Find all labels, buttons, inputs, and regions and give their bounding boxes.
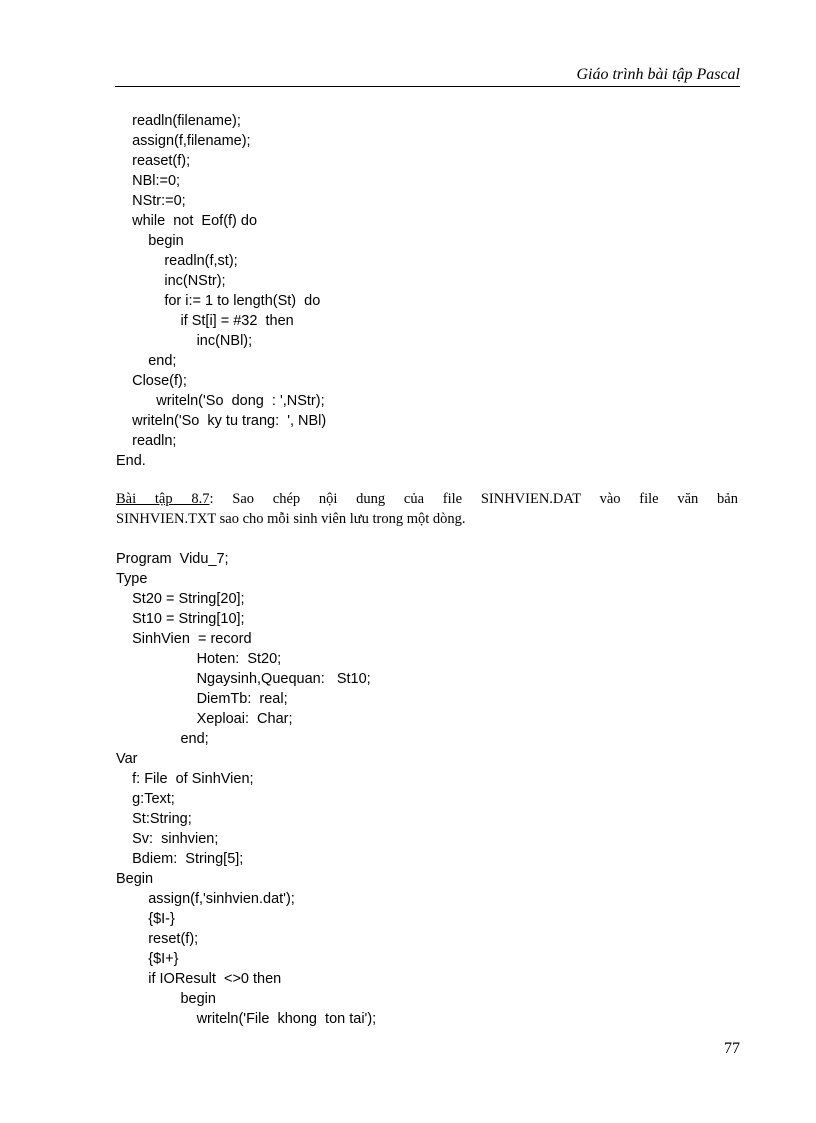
code-line: Ngaysinh,Quequan: St10; <box>116 671 371 687</box>
code-line: Hoten: St20; <box>116 651 282 667</box>
code-line: for i:= 1 to length(St) do <box>116 293 321 309</box>
code-line: f: File of SinhVien; <box>116 771 254 787</box>
exercise-line-1 <box>116 489 738 509</box>
code-line: inc(NBl); <box>116 333 253 349</box>
code-line: DiemTb: real; <box>116 691 288 707</box>
page-header-title: Giáo trình bài tập Pascal <box>576 66 740 83</box>
code-line: Begin <box>116 871 154 887</box>
code-line: begin <box>116 233 184 249</box>
code-line: if St[i] = #32 then <box>116 313 294 329</box>
code-line: NStr:=0; <box>116 193 186 209</box>
code-line: if IOResult <>0 then <box>116 971 282 987</box>
code-line: SinhVien = record <box>116 631 252 647</box>
code-line: NBl:=0; <box>116 173 181 189</box>
code-line: begin <box>116 991 216 1007</box>
code-line: St10 = String[10]; <box>116 611 245 627</box>
code-line: Var <box>116 751 138 767</box>
exercise-statement <box>116 489 738 529</box>
header-divider <box>115 86 740 87</box>
code-line: writeln('So ky tu trang: ', NBl) <box>116 413 327 429</box>
exercise-label: Bài tập 8.7 <box>116 491 210 507</box>
page-number: 77 <box>724 1040 740 1057</box>
code-line: Program Vidu_7; <box>116 551 229 567</box>
code-line: assign(f,filename); <box>116 133 251 149</box>
code-line: g:Text; <box>116 791 175 807</box>
code-block-1 <box>116 111 326 471</box>
code-line: inc(NStr); <box>116 273 226 289</box>
code-line: Sv: sinhvien; <box>116 831 219 847</box>
code-line: end; <box>116 353 177 369</box>
code-line: while not Eof(f) do <box>116 213 258 229</box>
exercise-line-2: SINHVIEN.TXT sao cho mỗi sinh viên lưu trong một dòng. <box>116 511 466 527</box>
code-line: reaset(f); <box>116 153 191 169</box>
code-line: end; <box>116 731 209 747</box>
code-line: assign(f,'sinhvien.dat'); <box>116 891 295 907</box>
code-line: writeln('File khong ton tai'); <box>116 1011 377 1027</box>
code-block-2 <box>116 549 376 1029</box>
exercise-text-1: : Sao chép nội dung của file SINHVIEN.DAT vào file văn bản <box>209 491 738 507</box>
code-line: readln; <box>116 433 177 449</box>
code-line: Type <box>116 571 148 587</box>
code-line: readln(f,st); <box>116 253 238 269</box>
code-line: Close(f); <box>116 373 187 389</box>
code-line: Bdiem: String[5]; <box>116 851 244 867</box>
code-line: writeln('So dong : ',NStr); <box>116 393 325 409</box>
code-line: readln(filename); <box>116 113 241 129</box>
code-line: Xeploai: Char; <box>116 711 293 727</box>
code-line: St:String; <box>116 811 192 827</box>
code-line: St20 = String[20]; <box>116 591 245 607</box>
code-line: {$I+} <box>116 951 179 967</box>
code-line: reset(f); <box>116 931 199 947</box>
code-line: {$I-} <box>116 911 175 927</box>
code-line: End. <box>116 453 146 469</box>
